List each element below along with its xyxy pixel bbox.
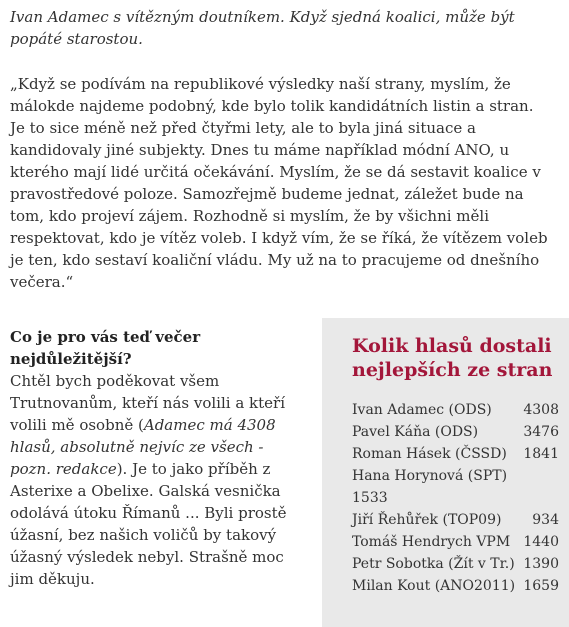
candidate-name: Petr Sobotka (Žít v Tr.) bbox=[352, 556, 515, 572]
result-row bbox=[352, 421, 559, 443]
candidate-name: Milan Kout (ANO2011) bbox=[352, 578, 516, 594]
quote-block bbox=[10, 73, 550, 293]
result-row bbox=[352, 531, 559, 553]
vote-count: 4308 bbox=[523, 402, 559, 418]
interview-question: Co je pro vás teď večer nejdůležitější? bbox=[10, 328, 201, 368]
vote-count: 1841 bbox=[523, 446, 559, 462]
answer-text-2: ). Je to jako příběh z Asterixe a Obelixe. Galská vesnička odolává útoku Římanů ... Byli prostě úžasní, bez našich voličů by takový úžasný výsledek nebyl. Strašně moc jim děkuju. bbox=[10, 460, 287, 588]
result-row bbox=[352, 465, 527, 509]
vote-count: 3476 bbox=[523, 424, 559, 440]
vote-count: 1390 bbox=[523, 556, 559, 572]
candidate-name: Roman Hásek (ČSSD) bbox=[352, 446, 507, 462]
editor-note: Adamec má 4308 hlasů, absolutně nejvíc ze všech - pozn. redakce bbox=[10, 416, 276, 478]
candidate-name: Jiří Řehůřek (TOP09) bbox=[352, 512, 502, 528]
vote-count: 1440 bbox=[523, 534, 559, 550]
vote-count: 1533 bbox=[352, 490, 388, 506]
sidebar-title: Kolik hlasů dostali nejlepších ze stran bbox=[352, 335, 553, 381]
result-row bbox=[352, 509, 559, 531]
quote-text: „Když se podívám na republikové výsledky naší strany, myslím, že málokde najdeme podobný, kde bylo tolik kandidátních listin a stran. Je to sice méně než před čtyřmi lety, ale to byla jiná situace a kandidovaly jiné subjekty. Dnes tu máme například módní ANO, u kterého mají lidé určitá očekávání. Myslím, že se dá sestavit koalice v pravostředové poloze. Samozřejmě budeme jednat, záležet bude na tom, kdo projeví zájem. Rozhodně si myslím, že by všichni měli respektovat, kdo je vítěz voleb. I když vím, že se říká, že vítězem voleb je ten, kdo sestaví koaliční vládu. My už na to pracujeme od dnešního večera.“ bbox=[10, 75, 548, 291]
interview-answer bbox=[10, 370, 302, 590]
candidate-name: Pavel Káňa (ODS) bbox=[352, 424, 479, 440]
vote-count: 1659 bbox=[523, 578, 559, 594]
result-row bbox=[352, 575, 559, 597]
candidate-name: Tomáš Hendrych VPM bbox=[352, 534, 511, 550]
candidate-name: Hana Horynová (SPT) bbox=[352, 468, 508, 484]
answer-text-1: Chtěl bych poděkovat všem Trutnovanům, kteří nás volili a kteří volili mě osobně ( bbox=[10, 372, 285, 434]
result-row bbox=[352, 399, 559, 421]
vote-count: 934 bbox=[532, 512, 559, 528]
result-row bbox=[352, 553, 559, 575]
candidate-name: Ivan Adamec (ODS) bbox=[352, 402, 492, 418]
results-sidebar bbox=[322, 318, 569, 627]
photo-caption: Ivan Adamec s vítězným doutníkem. Když sjedná koalici, může být popáté starostou. bbox=[10, 8, 515, 48]
interview-section bbox=[10, 326, 302, 590]
result-row bbox=[352, 443, 559, 465]
results-list bbox=[352, 399, 569, 597]
